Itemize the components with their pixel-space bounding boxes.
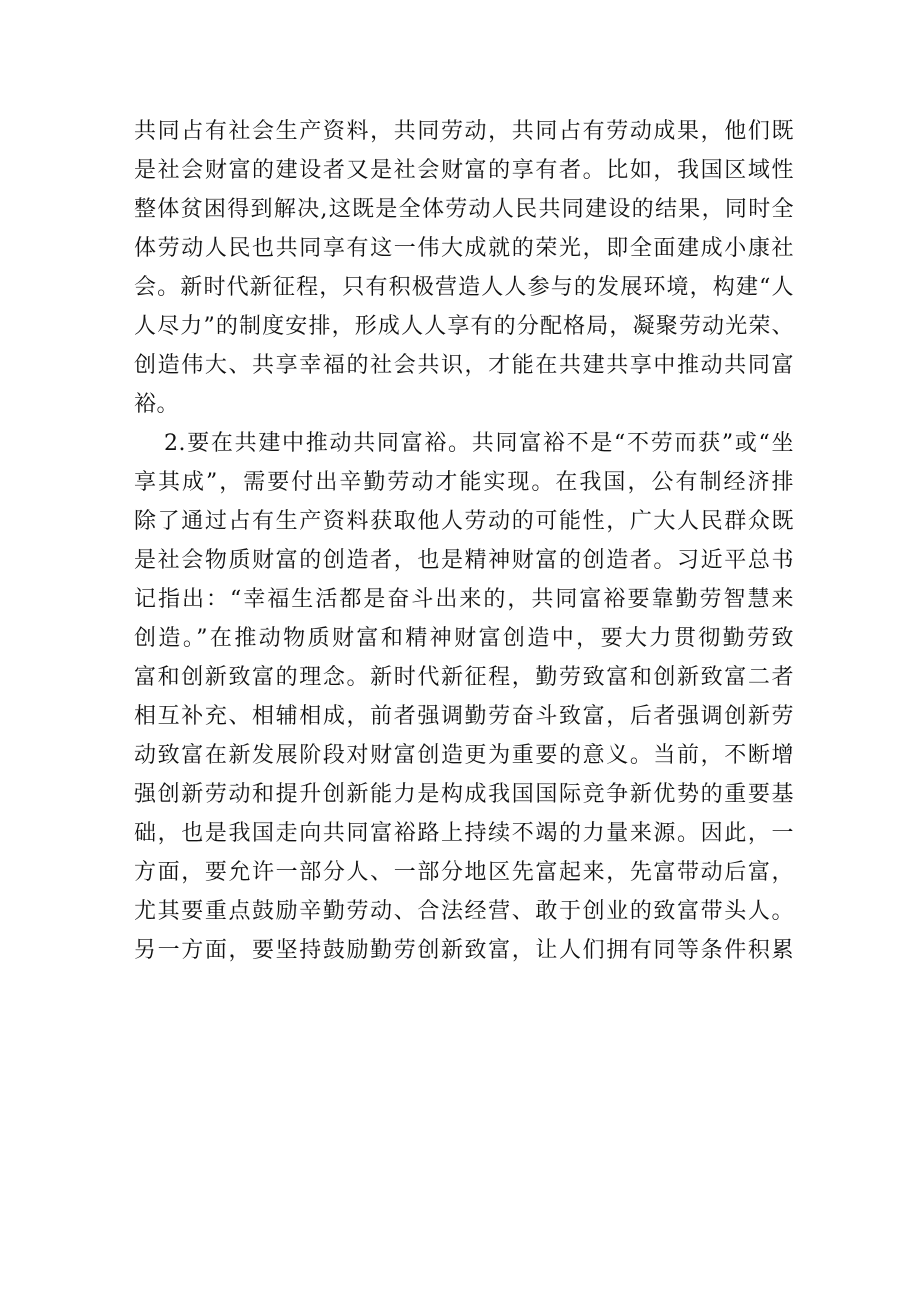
paragraph-2 [134, 424, 794, 970]
text-line: 除了通过占有生产资料获取他人劳动的可能性，广大人民群众既 [134, 509, 794, 534]
text-line: 方面，要允许一部分人、一部分地区先富起来，先富带动后富， [134, 860, 794, 885]
paragraph-1 [134, 112, 794, 424]
text-line: 相互补充、相辅相成，前者强调勤劳奋斗致富，后者强调创新劳 [134, 704, 794, 729]
text-line: 整体贫困得到解决,这既是全体劳动人民共同建设的结果，同时全 [134, 197, 794, 222]
text-line: 记指出：“幸福生活都是奋斗出来的，共同富裕要靠勤劳智慧来 [134, 587, 794, 612]
text-line: 2.要在共建中推动共同富裕。共同富裕不是“不劳而获”或“坐 [164, 431, 794, 456]
text-line: 是社会物质财富的创造者，也是精神财富的创造者。习近平总书 [134, 548, 794, 573]
text-line: 创造伟大、共享幸福的社会共识，才能在共建共享中推动共同富 [134, 353, 794, 378]
text-line: 础，也是我国走向共同富裕路上持续不竭的力量来源。因此，一 [134, 821, 794, 846]
text-line: 共同占有社会生产资料，共同劳动，共同占有劳动成果，他们既 [134, 119, 794, 144]
text-line: 强创新劳动和提升创新能力是构成我国国际竞争新优势的重要基 [134, 782, 794, 807]
body-text [134, 112, 794, 970]
text-line: 享其成”，需要付出辛勤劳动才能实现。在我国，公有制经济排 [134, 470, 794, 495]
text-line: 创造。”在推动物质财富和精神财富创造中，要大力贯彻勤劳致 [134, 626, 794, 651]
text-line: 体劳动人民也共同享有这一伟大成就的荣光，即全面建成小康社 [134, 236, 794, 261]
text-line: 会。新时代新征程，只有积极营造人人参与的发展环境，构建“人 [134, 275, 794, 300]
text-line: 裕。 [134, 392, 180, 417]
text-line: 另一方面，要坚持鼓励勤劳创新致富，让人们拥有同等条件积累 [134, 938, 794, 963]
text-line: 富和创新致富的理念。新时代新征程，勤劳致富和创新致富二者 [134, 665, 794, 690]
text-line: 尤其要重点鼓励辛勤劳动、合法经营、敢于创业的致富带头人。 [134, 899, 794, 924]
text-line: 动致富在新发展阶段对财富创造更为重要的意义。当前，不断增 [134, 743, 794, 768]
text-line: 是社会财富的建设者又是社会财富的享有者。比如，我国区域性 [134, 158, 794, 183]
text-line: 人尽力”的制度安排，形成人人享有的分配格局，凝聚劳动光荣、 [134, 314, 794, 339]
